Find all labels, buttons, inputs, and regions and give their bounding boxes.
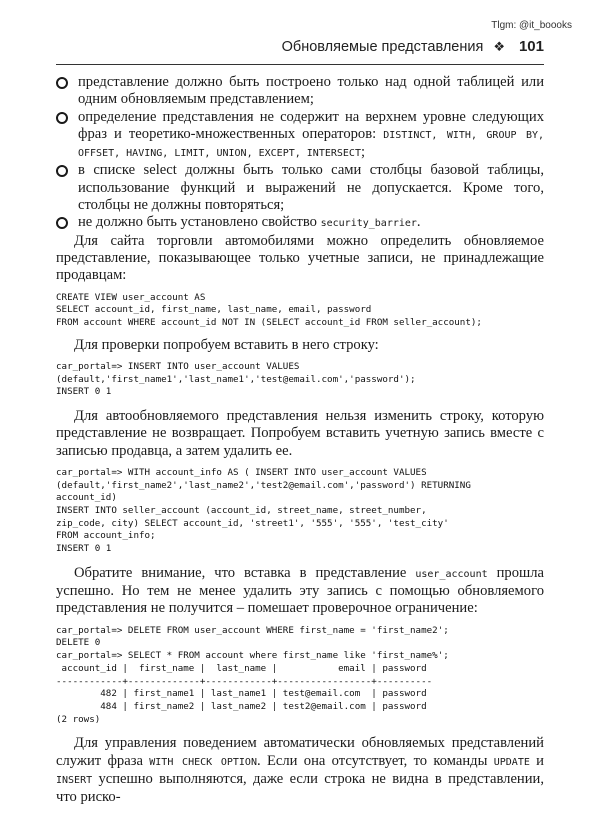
bullet-circle-icon bbox=[56, 77, 68, 89]
watermark: Tlgm: @it_boooks bbox=[491, 20, 572, 31]
paragraph: Для сайта торговли автомобилями можно определить обновляемое представление, показывающее только учетные записи, не принадлежащие продавцам: bbox=[56, 232, 544, 284]
list-item bbox=[56, 74, 544, 109]
list-item-text: в списке select должны быть только сами столбцы базовой таблицы, использование функций и выражений не допускается. Кроме того, столбцы не должны повторяться; bbox=[78, 162, 544, 214]
page-number: 101 bbox=[518, 38, 544, 55]
conditions-list bbox=[56, 74, 544, 233]
inline-code: UPDATE bbox=[493, 756, 530, 768]
inline-code: security_barrier bbox=[320, 218, 417, 230]
code-block: car_portal=> WITH account_info AS ( INSERT INTO user_account VALUES (default,'first_name2','last_name2','test2@email.com','password') RETURNING account_id) INSERT INTO seller_account (account_id, street_name, street_number, zip_code, city) SELECT account_id, 'street1', '555', '555', 'test_city' FROM account_info; INSERT 0 1 bbox=[56, 466, 471, 555]
list-item bbox=[56, 214, 544, 232]
code-block: car_portal=> INSERT INTO user_account VALUES (default,'first_name1','last_name1','test@email.com','password'); INSERT 0 1 bbox=[56, 360, 416, 398]
list-item bbox=[56, 109, 544, 163]
inline-code: user_account bbox=[415, 568, 488, 580]
page-body bbox=[56, 74, 544, 807]
inline-code: INSERT bbox=[56, 775, 93, 786]
bullet-circle-icon bbox=[56, 112, 68, 124]
list-item-text: ; bbox=[360, 144, 366, 161]
list-item-text: представление должно быть построено только над одной таблицей или одним обновляемым представлением; bbox=[78, 74, 544, 108]
paragraph: Для проверки попробуем вставить в него строку: bbox=[74, 336, 379, 353]
diamond-separator-icon: ❖ bbox=[493, 39, 505, 54]
running-header bbox=[56, 38, 544, 64]
bullet-circle-icon bbox=[56, 165, 68, 177]
list-item bbox=[56, 162, 544, 214]
code-block: CREATE VIEW user_account AS SELECT account_id, first_name, last_name, email, password FROM account WHERE account_id NOT IN (SELECT account_id FROM seller_account); bbox=[56, 291, 482, 328]
section-title: Обновляемые представления bbox=[281, 39, 484, 55]
header-rule bbox=[56, 64, 544, 65]
list-item-text: . bbox=[416, 214, 421, 231]
paragraph: Обратите внимание, что вставка в представление user_account прошла успешно. Но тем не менее удалить эту запись с помощью обновляемого представления не получится – помешает проверочное ограничение: bbox=[56, 564, 544, 617]
list-item-text: определение представления не содержит на верхнем уровне следующих фраз и теоретико-множественных операторов: bbox=[78, 108, 544, 142]
inline-code: DISTINCT, WITH, GROUP BY, OFFSET, HAVING, LIMIT, UNION, EXCEPT, INTERSECT bbox=[78, 129, 545, 160]
code-block: car_portal=> DELETE FROM user_account WHERE first_name = 'first_name2'; DELETE 0 car_portal=> SELECT * FROM account where first_name like 'first_name%'; account_id | first_name | last_name | email | password ------------+-------------+------------+-----------------+---------- 482 | first_name1 | last_name1 | test@email.com | password 484 | first_name2 | last_name2 | test2@email.com | password (2 rows) bbox=[56, 624, 449, 725]
list-item-text: не должно быть установлено свойство bbox=[78, 214, 321, 231]
paragraph: Для автообновляемого представления нельзя изменить строку, которую представление не возвращает. Попробуем вставить учетную запись вместе с записью продавца, а затем удалить ее. bbox=[56, 408, 544, 459]
bullet-circle-icon bbox=[56, 217, 68, 229]
inline-code: WITH CHECK OPTION bbox=[149, 756, 257, 768]
paragraph: Для управления поведением автоматически обновляемых представлений служит фраза WITH CHECK OPTION. Если она отсутствует, то команды UPDATE и INSERT успешно выполняются, даже если строка не видна в представлении, что риско- bbox=[56, 735, 544, 806]
